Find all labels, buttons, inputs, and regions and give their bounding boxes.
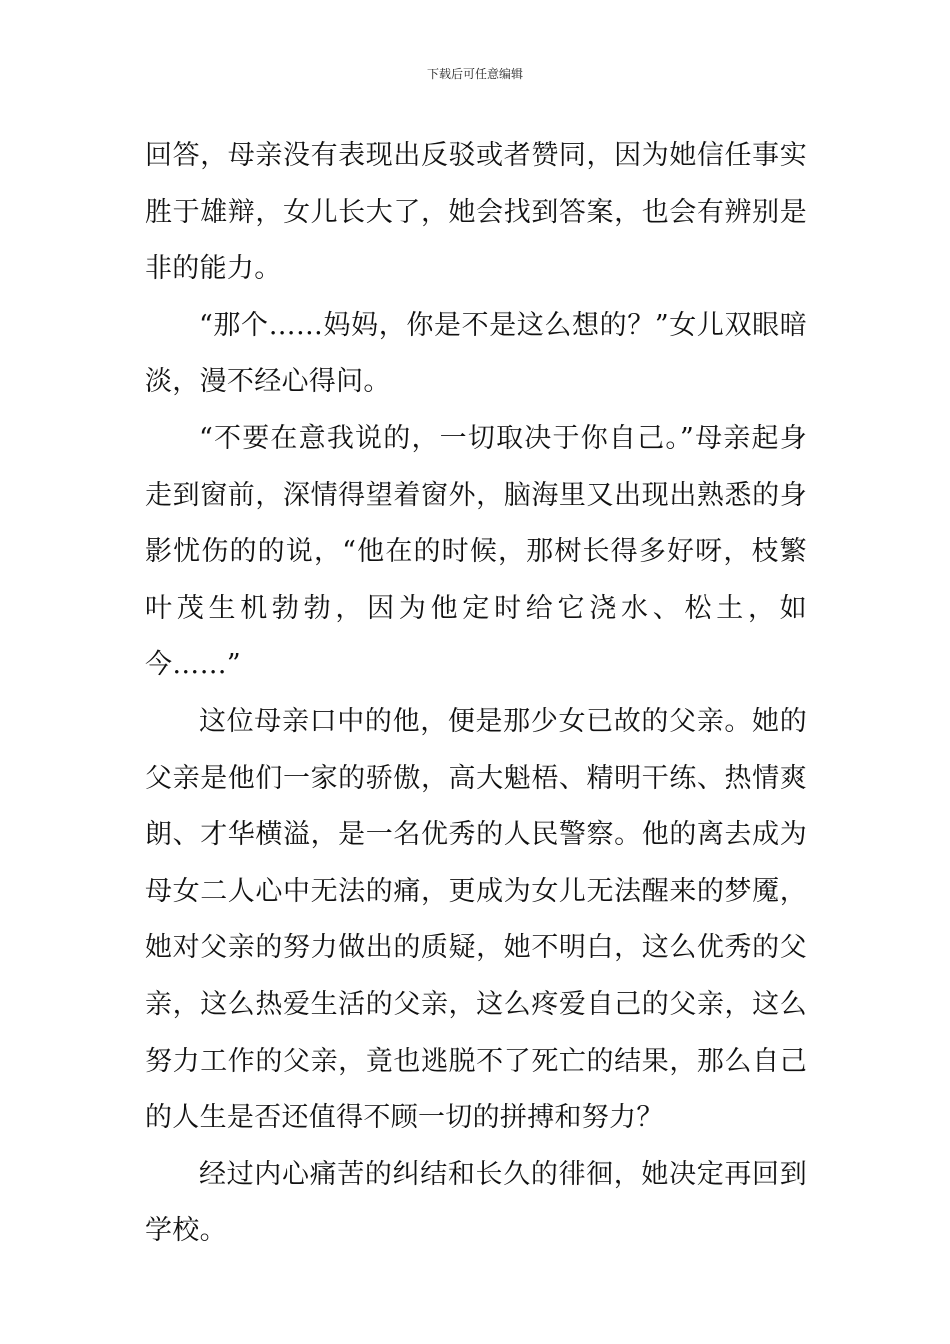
paragraph: 回答，母亲没有表现出反驳或者赞同，因为她信任事实胜于雄辩，女儿长大了，她会找到答案，也会有辨别是非的能力。 — [145, 140, 807, 285]
page-header: 下载后可任意编辑 — [426, 67, 523, 81]
paragraph: 经过内心痛苦的纠结和长久的徘徊，她决定再回到学校。 — [145, 1158, 807, 1247]
paragraph: 这位母亲口中的他，便是那少女已故的父亲。她的父亲是他们一家的骄傲，高大魁梧、精明干练、热情爽朗、才华横溢，是一名优秀的人民警察。他的离去成为母女二人心中无法的痛，更成为女儿无法醒来的梦魇，她对父亲的努力做出的质疑，她不明白，这么优秀的父亲，这么热爱生活的父亲，这么疼爱自己的父亲，这么努力工作的父亲，竟也逃脱不了死亡的结果，那么自己的人生是否还值得不顾一切的拼搏和努力？ — [145, 705, 807, 1134]
paragraph: “不要在意我说的，一切取决于你自己。”母亲起身走到窗前，深情得望着窗外，脑海里又出现出熟悉的身影忧伤的的说，“他在的时候，那树长得多好呀，枝繁叶茂生机勃勃，因为他定时给它浇水、松土，如今……” — [145, 422, 807, 681]
body-text — [145, 128, 807, 1260]
paragraph: “那个……妈妈，你是不是这么想的？”女儿双眼暗淡，漫不经心得问。 — [145, 309, 807, 398]
